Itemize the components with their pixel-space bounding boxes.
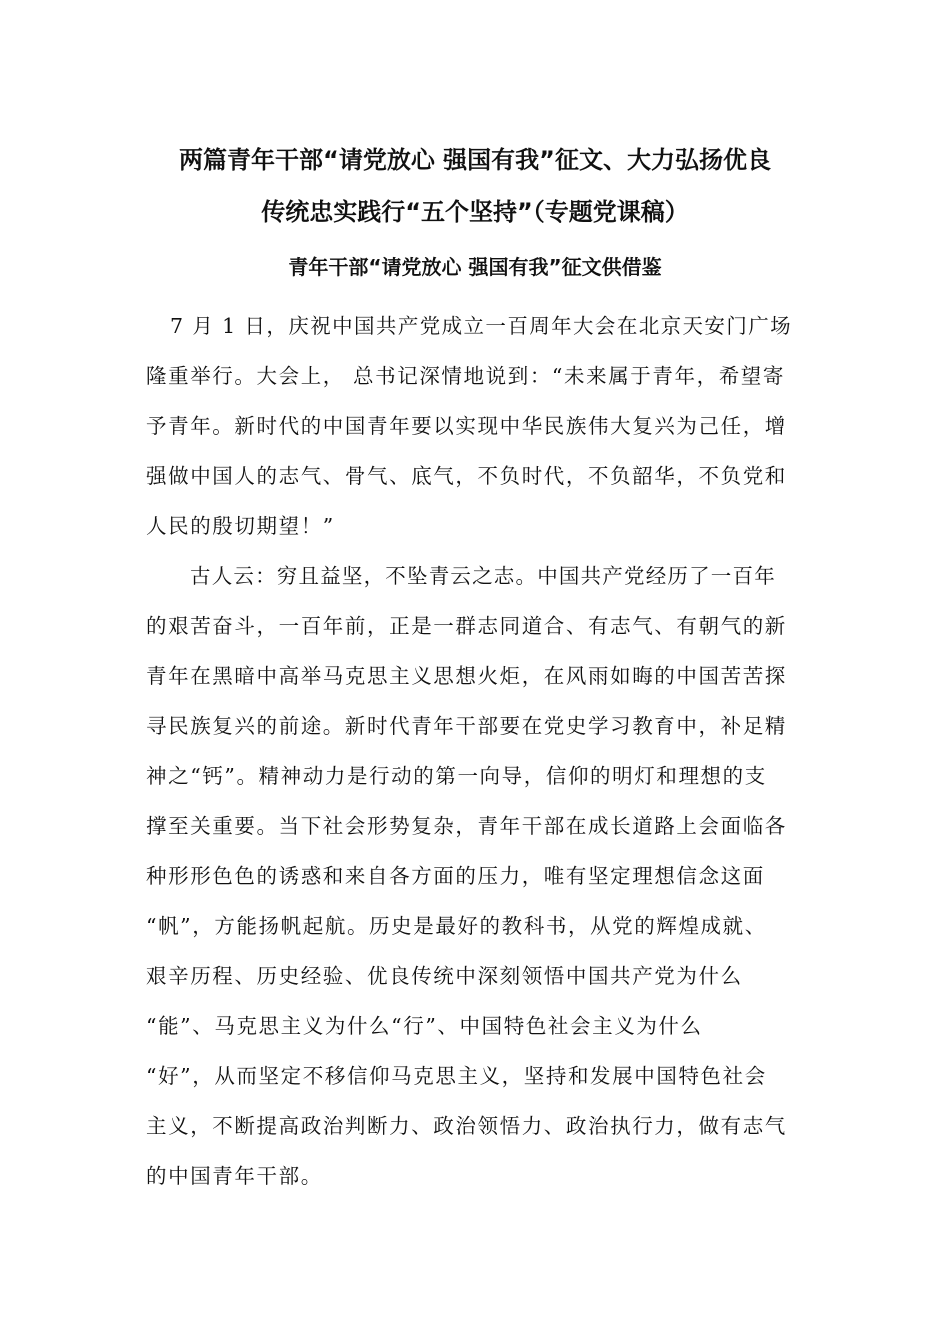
paragraph-2-line: 古人云：穷且益坚，不坠青云之志。中国共产党经历了一百年 [190, 564, 776, 588]
paragraph-2-line: “帆”，方能扬帆起航。历史是最好的教科书，从党的辉煌成就、 [146, 914, 767, 938]
paragraph-2-line: “好”，从而坚定不移信仰马克思主义，坚持和发展中国特色社会 [146, 1064, 767, 1088]
paragraph-2-line: 主义，不断提高政治判断力、政治领悟力、政治执行力，做有志气 [146, 1114, 787, 1138]
paragraph-2-line: 艰辛历程、历史经验、优良传统中深刻领悟中国共产党为什么 [146, 964, 743, 988]
paragraph-2-line: 寻民族复兴的前途。新时代青年干部要在党史学习教育中，补足精 [146, 714, 787, 738]
paragraph-1-line: 7 月 1 日，庆祝中国共产党成立一百周年大会在北京天安门广场 [170, 314, 793, 338]
paragraph-2-line: 神之“钙”。精神动力是行动的第一向导，信仰的明灯和理想的支 [146, 764, 767, 788]
paragraph-1-line: 人民的殷切期望！” [146, 514, 335, 538]
paragraph-1-line: 隆重举行。大会上， 总书记深情地说到：“未来属于青年，希望寄 [146, 364, 785, 388]
paragraph-2-line: 的中国青年干部。 [146, 1164, 323, 1188]
paragraph-2-line: “能”、马克思主义为什么“行”、中国特色社会主义为什么 [146, 1014, 703, 1038]
paragraph-2-line: 青年在黑暗中高举马克思主义思想火炬，在风雨如晦的中国苦苦探 [146, 664, 787, 688]
paragraph-2-line: 撑至关重要。当下社会形势复杂，青年干部在成长道路上会面临各 [146, 814, 787, 838]
document-subtitle: 青年干部“请党放心 强国有我”征文供借鉴 [288, 255, 662, 279]
paragraph-1-line: 予青年。新时代的中国青年要以实现中华民族伟大复兴为己任，增 [146, 414, 787, 438]
document-title-line-2: 传统忠实践行“五个坚持”（专题党课稿） [261, 198, 689, 226]
paragraph-1-line: 强做中国人的志气、骨气、底气，不负时代，不负韶华，不负党和 [146, 464, 787, 488]
paragraph-2-line: 种形形色色的诱惑和来自各方面的压力，唯有坚定理想信念这面 [146, 864, 765, 888]
paragraph-2-line: 的艰苦奋斗，一百年前，正是一群志同道合、有志气、有朝气的新 [146, 614, 787, 638]
document-title-line-1: 两篇青年干部“请党放心 强国有我”征文、大力弘扬优良 [179, 146, 771, 174]
